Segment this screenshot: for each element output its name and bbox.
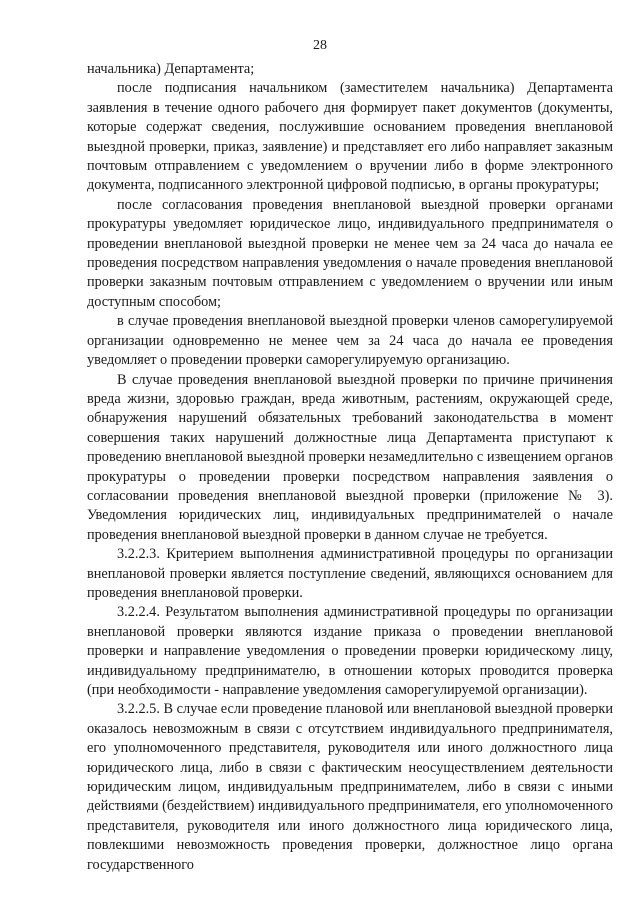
paragraph-3-2-2-5: 3.2.2.5. В случае если проведение плановой или внеплановой выездной проверки оказалось невозможным в связи с отсутствием индивидуального предпринимателя, его уполномоченного представителя, руководителя или иного должностного лица юридического лица, либо в связи с фактическим неосуществлением деятельности юридическим лицом, индивидуальным предпринимателем, либо в связи с иными действиями (бездействием) индивидуального предпринимателя, его уполномоченного представителя, руководителя или иного должностного лица юридического лица, повлекшими невозможность проведения проверки, должностное лицо органа государственного [87, 701, 613, 873]
paragraph-3-2-2-3: 3.2.2.3. Критерием выполнения административной процедуры по организации внеплановой проверки является поступление сведений, являющихся основанием для проведения внеплановой проверки. [87, 546, 613, 601]
document-body [87, 60, 613, 875]
paragraph-continuation: начальника) Департамента; [87, 61, 255, 77]
page-number: 28 [313, 38, 327, 53]
paragraph-package-documents: после подписания начальником (заместителем начальника) Департамента заявления в течение одного рабочего дня формирует пакет документов (документы, которые содержат сведения, послужившие основанием проведения внеплановой выездной проверки, приказ, заявление) и представляет его либо направляет заказным почтовым отправлением с уведомлением о вручении либо в форме электронного документа, подписанного электронной цифровой подписью, в органы прокуратуры; [87, 80, 613, 194]
paragraph-self-regulatory-org: в случае проведения внеплановой выездной проверки членов саморегулируемой организации одновременно не менее чем за 24 часа до начала ее проведения уведомляет о проведении проверки саморегулируемую организацию. [87, 313, 613, 369]
paragraph-notify-after-approval: после согласования проведения внеплановой выездной проверки органами прокуратуры уведомляет юридическое лицо, индивидуального предпринимателя о проведении внеплановой выездной проверки не менее чем за 24 часа до начала ее проведения посредством направления уведомления о начале проведения внеплановой проверки заказным почтовым отправлением с уведомлением о вручении или иным доступным способом; [87, 196, 613, 310]
paragraph-immediate-inspection: В случае проведения внеплановой выездной проверки по причине причинения вреда жизни, здоровью граждан, вреда животным, растениям, окружающей среде, обнаружения нарушений обязательных требований законодательства в момент совершения таких нарушений должностные лица Департамента приступают к проведению внеплановой выездной проверки незамедлительно с извещением органов прокуратуры о проведении проверки посредством направления заявления о согласовании проведения внеплановой выездной проверки (приложение № 3). Уведомления юридических лиц, индивидуальных предпринимателей о начале проведения внеплановой выездной проверки в данном случае не требуется. [87, 371, 613, 543]
paragraph-3-2-2-4: 3.2.2.4. Результатом выполнения административной процедуры по организации внеплановой проверки являются издание приказа о проведении внеплановой проверки и направление уведомления о проведении проверки юридическому лицу, индивидуальному предпринимателю, в отношении которых проводится проверка (при необходимости - направление уведомления саморегулируемой организации). [87, 604, 613, 698]
